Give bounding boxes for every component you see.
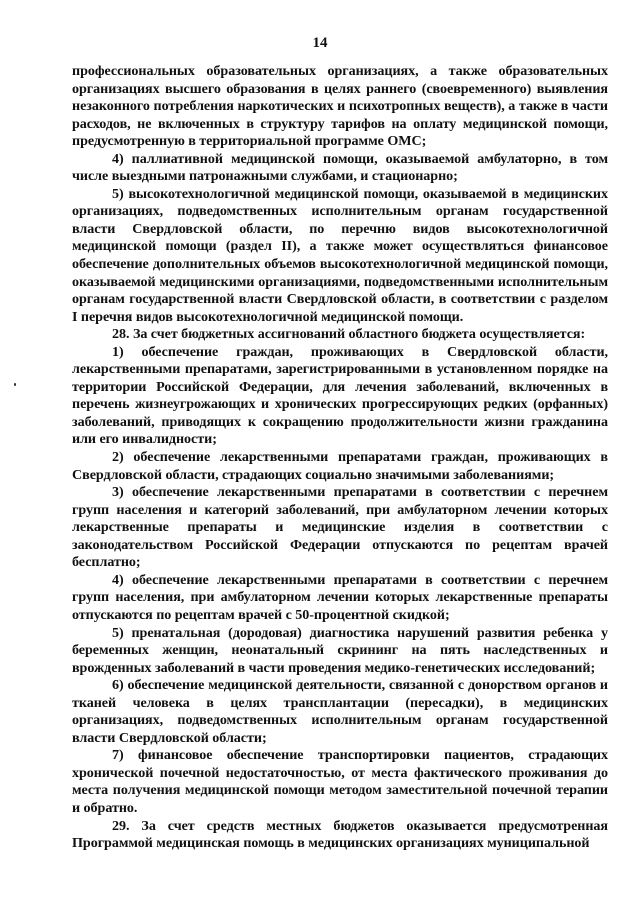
- paragraph-item-6-donation: 6) обеспечение медицинской деятельности, связанной с донорством органов и тканей человека в целях трансплантации (пересадки), в медицинских организациях, подведомственных исполнительным органам государственной власти Свердловской области;: [72, 677, 608, 746]
- paragraph-item-2-social-diseases: 2) обеспечение лекарственными препаратами граждан, проживающих в Свердловской области, страдающих социально значимыми заболеваниями;: [72, 449, 608, 483]
- paragraph-item-7-transport: 7) финансовое обеспечение транспортировки пациентов, страдающих хронической почечной недостаточностью, от места фактического проживания до места получения медицинской помощи методом заместительной почечной терапии и обратно.: [72, 747, 608, 816]
- paragraph-item-4-palliative: 4) паллиативной медицинской помощи, оказываемой амбулаторно, в том числе выездными патронажными службами, и стационарно;: [72, 150, 608, 185]
- scan-speck: [14, 383, 16, 386]
- paragraph-section-29: 29. За счет средств местных бюджетов оказывается предусмотренная Программой медицинская помощь в медицинских организациях муниципальной: [72, 817, 608, 852]
- paragraph-item-1-orphan-drugs: 1) обеспечение граждан, проживающих в Свердловской области, лекарственными препаратами, зарегистрированными в установленном порядке на территории Российской Федерации, для лечения заболеваний, включенных в перечень жизнеугрожающих и хронических прогрессирующих редких (орфанных) заболеваний, приводящих к сокращению продолжительности жизни гражданина или его инвалидности;: [72, 343, 608, 448]
- paragraph-item-4-discount-prescriptions: 4) обеспечение лекарственными препаратами в соответствии с перечнем групп населения, при амбулаторном лечении которых лекарственные препараты отпускаются по рецептам врачей с 50-процентной скидкой;: [72, 571, 608, 623]
- page-number: 14: [312, 35, 328, 51]
- paragraph-item-3-free-prescriptions: 3) обеспечение лекарственными препаратами в соответствии с перечнем групп населения и категорий заболеваний, при амбулаторном лечении которых лекарственные препараты и медицинские изделия в соответствии с законодательством Российской Федерации отпускаются по рецептам врачей бесплатно;: [72, 484, 608, 571]
- document-body: [72, 63, 608, 853]
- paragraph-item-5-prenatal: 5) пренатальная (дородовая) диагностика нарушений развития ребенка у беременных женщин, неонатальный скрининг на пять наследственных и врожденных заболеваний в части проведения медико-генетических исследований;: [72, 624, 608, 676]
- paragraph-item-5-high-tech: 5) высокотехнологичной медицинской помощи, оказываемой в медицинских организациях, подведомственных исполнительным органам государственной власти Свердловской области, по перечню видов высокотехнологичной медицинской помощи (раздел II), а также может осуществляться финансовое обеспечение дополнительных объемов высокотехнологичной медицинской помощи, оказываемой медицинскими организациями, подведомственными исполнительным органам государственной власти Свердловской области, в соответствии с разделом I перечня видов высокотехнологичной медицинской помощи.: [72, 185, 608, 325]
- paragraph-continuation: профессиональных образовательных организациях, а также образовательных организациях высшего образования в целях раннего (своевременного) выявления незаконного потребления наркотических и психотропных веществ), а также в части расходов, не включенных в структуру тарифов на оплату медицинской помощи, предусмотренную в территориальной программе ОМС;: [72, 63, 608, 150]
- paragraph-section-28: 28. За счет бюджетных ассигнований областного бюджета осуществляется:: [112, 326, 586, 343]
